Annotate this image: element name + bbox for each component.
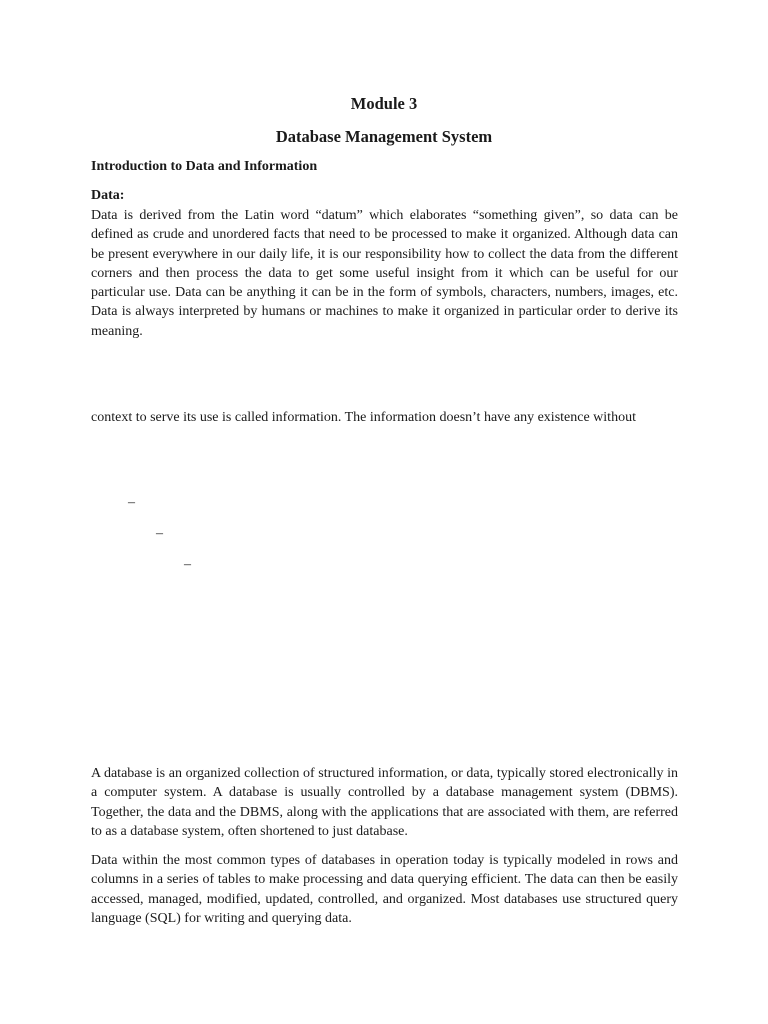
database-paragraph-1: A database is an organized collection of structured information, or data, typically stored electronically in a computer system. A database is usually controlled by a database management system (DBMS). Together, the data and the DBMS, along with the applications that are associated with them, are referred to as a database system, often shortened to just database. bbox=[91, 766, 678, 839]
module-title: Module 3 bbox=[350, 94, 418, 113]
dash-mark: – bbox=[184, 557, 191, 572]
section-heading-intro: Introduction to Data and Information bbox=[91, 159, 318, 174]
dash-mark: – bbox=[156, 526, 163, 541]
document-title: Database Management System bbox=[275, 127, 493, 146]
database-paragraph-2: Data within the most common types of databases in operation today is typically modeled in rows and columns in a series of tables to make processing and data querying efficient. The data can then be easily accessed, managed, modified, updated, controlled, and organized. Most databases use structured query language (SQL) for writing and querying data. bbox=[91, 853, 678, 926]
information-fragment-line: context to serve its use is called information. The information doesn’t have any existence without bbox=[91, 410, 636, 425]
data-heading: Data: bbox=[91, 188, 125, 203]
data-paragraph: Data is derived from the Latin word “datum” which elaborates “something given”, so data can be defined as crude and unordered facts that need to be processed to make it organized. Although data can be present everywhere in our daily life, it is our responsibility how to collect the data from the different corners and then process the data to get some useful insight from it which can be useful for our particular use. Data can be anything it can be in the form of symbols, characters, numbers, images, etc. Data is always interpreted by humans or machines to make it organized in particular order to derive its meaning. bbox=[91, 208, 678, 339]
dash-mark: – bbox=[128, 495, 135, 510]
